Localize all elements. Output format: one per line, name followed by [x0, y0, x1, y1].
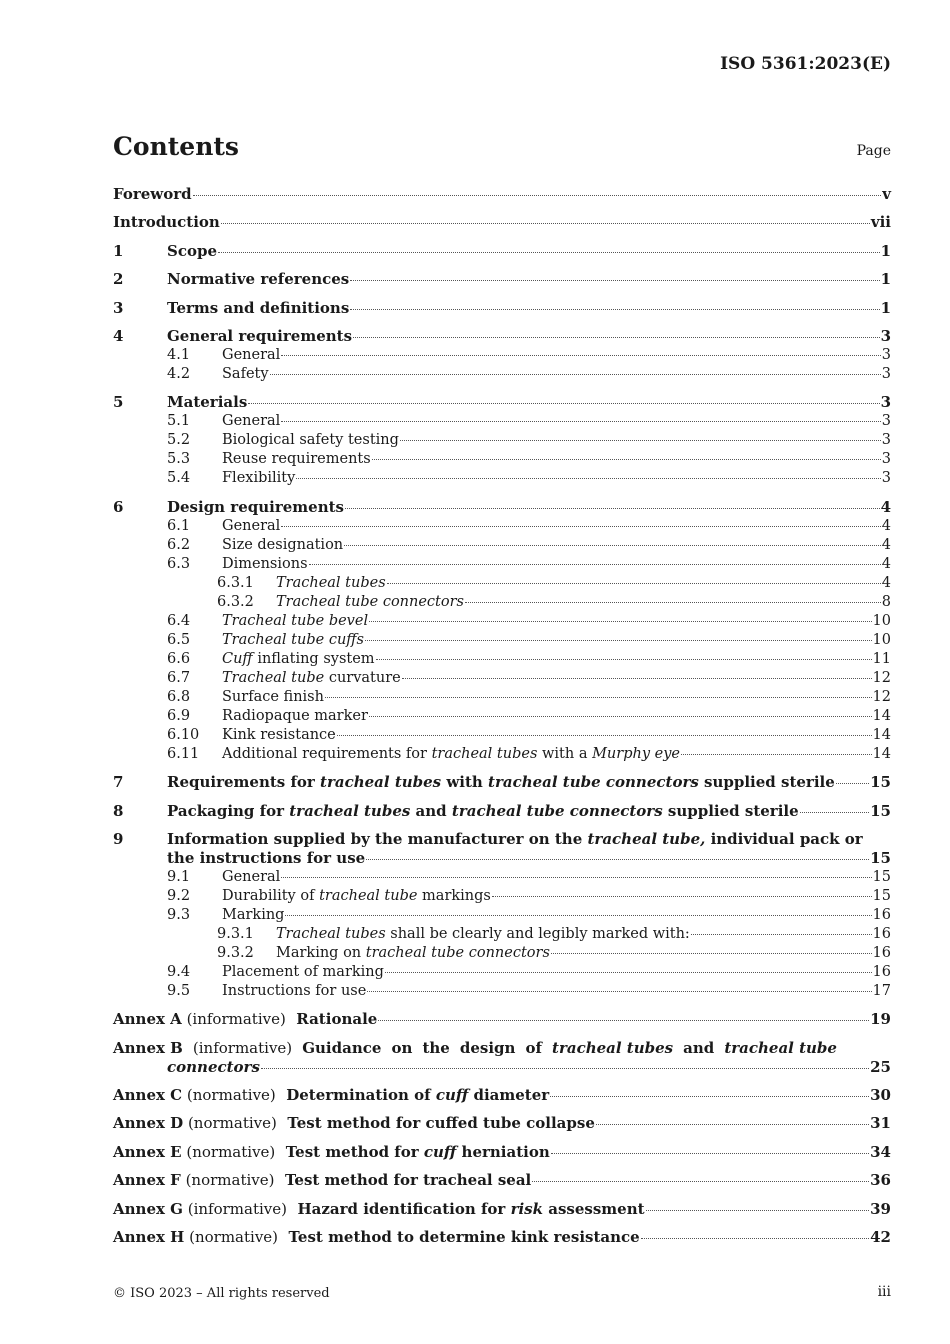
- toc-entry-7[interactable]: 7 Requirements for tracheal tubes with tracheal tube connectors supplied sterile 15: [113, 773, 891, 792]
- page-title: Contents: [113, 132, 240, 161]
- toc-group-4: [113, 327, 891, 384]
- toc-entry-4-2[interactable]: 4.2 Safety 3: [167, 365, 891, 382]
- toc-entry-4-1[interactable]: 4.1 General 3: [167, 346, 891, 363]
- toc-entry-9-3-1[interactable]: 9.3.1 Tracheal tubes shall be clearly and legibly marked with: 16: [217, 925, 891, 942]
- toc-entry-6-3-2[interactable]: 6.3.2 Tracheal tube connectors 8: [217, 593, 891, 610]
- copyright-notice: © ISO 2023 – All rights reserved: [113, 1286, 330, 1301]
- toc-group-6: [113, 498, 891, 764]
- toc-entry-annex-e[interactable]: Annex E (normative) Test method for cuff herniation 34: [113, 1142, 891, 1161]
- toc-entry-5[interactable]: 5 Materials 3: [113, 393, 891, 412]
- toc-entry-6-5[interactable]: 6.5 Tracheal tube cuffs 10: [167, 631, 891, 648]
- toc-entry-6-7[interactable]: 6.7 Tracheal tube curvature 12: [167, 669, 891, 686]
- page-number: iii: [877, 1284, 891, 1300]
- toc-entry-6-3[interactable]: 6.3 Dimensions 4: [167, 555, 891, 572]
- toc-entry-annex-c[interactable]: Annex C (normative) Determination of cuff diameter 30: [113, 1086, 891, 1105]
- toc-entry-annex-f[interactable]: Annex F (normative) Test method for tracheal seal 36: [113, 1171, 891, 1190]
- toc-entry-6-2[interactable]: 6.2 Size designation 4: [167, 536, 891, 553]
- toc-entry-9[interactable]: 9 Information supplied by the manufacturer on the tracheal tube, individual pack or the instructions for use 15: [113, 829, 891, 867]
- toc-entry-introduction[interactable]: Introduction vii: [113, 213, 891, 232]
- toc-entry-annex-g[interactable]: Annex G (informative) Hazard identification for risk assessment 39: [113, 1199, 891, 1218]
- toc-entry-6-11[interactable]: 6.11 Additional requirements for tracheal tubes with a Murphy eye 14: [167, 745, 891, 762]
- toc-entry-annex-d[interactable]: Annex D (normative) Test method for cuffed tube collapse 31: [113, 1114, 891, 1133]
- toc-entry-8[interactable]: 8 Packaging for tracheal tubes and tracheal tube connectors supplied sterile 15: [113, 801, 891, 820]
- toc-entry-6-9[interactable]: 6.9 Radiopaque marker 14: [167, 707, 891, 724]
- toc-group-5: [113, 393, 891, 488]
- toc-entry-6-10[interactable]: 6.10 Kink resistance 14: [167, 726, 891, 743]
- toc-entry-9-5[interactable]: 9.5 Instructions for use 17: [167, 982, 891, 999]
- toc-entry-9-3-2[interactable]: 9.3.2 Marking on tracheal tube connectors 16: [217, 944, 891, 961]
- toc-entry-6-3-1[interactable]: 6.3.1 Tracheal tubes 4: [217, 574, 891, 591]
- toc-entry-9-1[interactable]: 9.1 General 15: [167, 868, 891, 885]
- toc-entry-6-6[interactable]: 6.6 Cuff inflating system 11: [167, 650, 891, 667]
- toc-entry-3[interactable]: 3 Terms and definitions 1: [113, 298, 891, 317]
- toc-entry-5-1[interactable]: 5.1 General 3: [167, 413, 891, 430]
- toc-entry-annex-a[interactable]: Annex A (informative) Rationale 19: [113, 1010, 891, 1029]
- toc-entry-2[interactable]: 2 Normative references 1: [113, 270, 891, 289]
- toc-entry-5-4[interactable]: 5.4 Flexibility 3: [167, 470, 891, 487]
- toc-entry-6[interactable]: 6 Design requirements 4: [113, 497, 891, 516]
- toc-entry-9-4[interactable]: 9.4 Placement of marking 16: [167, 963, 891, 980]
- toc-entry-6-1[interactable]: 6.1 General 4: [167, 517, 891, 534]
- page-column-label: Page: [856, 143, 891, 159]
- toc-entry-9-3[interactable]: 9.3 Marking 16: [167, 906, 891, 923]
- toc-entry-6-8[interactable]: 6.8 Surface finish 12: [167, 688, 891, 705]
- toc-entry-1[interactable]: 1 Scope 1: [113, 241, 891, 260]
- document-id: ISO 5361:2023(E): [720, 54, 891, 74]
- toc-entry-6-4[interactable]: 6.4 Tracheal tube bevel 10: [167, 612, 891, 629]
- toc-entry-foreword[interactable]: Foreword v: [113, 185, 891, 203]
- toc-entry-5-3[interactable]: 5.3 Reuse requirements 3: [167, 451, 891, 468]
- toc-entry-5-2[interactable]: 5.2 Biological safety testing 3: [167, 432, 891, 449]
- table-of-contents: [113, 185, 891, 1247]
- toc-entry-annex-h[interactable]: Annex H (normative) Test method to determine kink resistance 42: [113, 1228, 891, 1247]
- toc-entry-9-2[interactable]: 9.2 Durability of tracheal tube markings 15: [167, 887, 891, 904]
- toc-entry-4[interactable]: 4 General requirements 3: [113, 326, 891, 345]
- toc-entry-annex-b[interactable]: Annex B (informative) Guidance on the design of tracheal tubes and tracheal tube connectors 25: [113, 1038, 891, 1076]
